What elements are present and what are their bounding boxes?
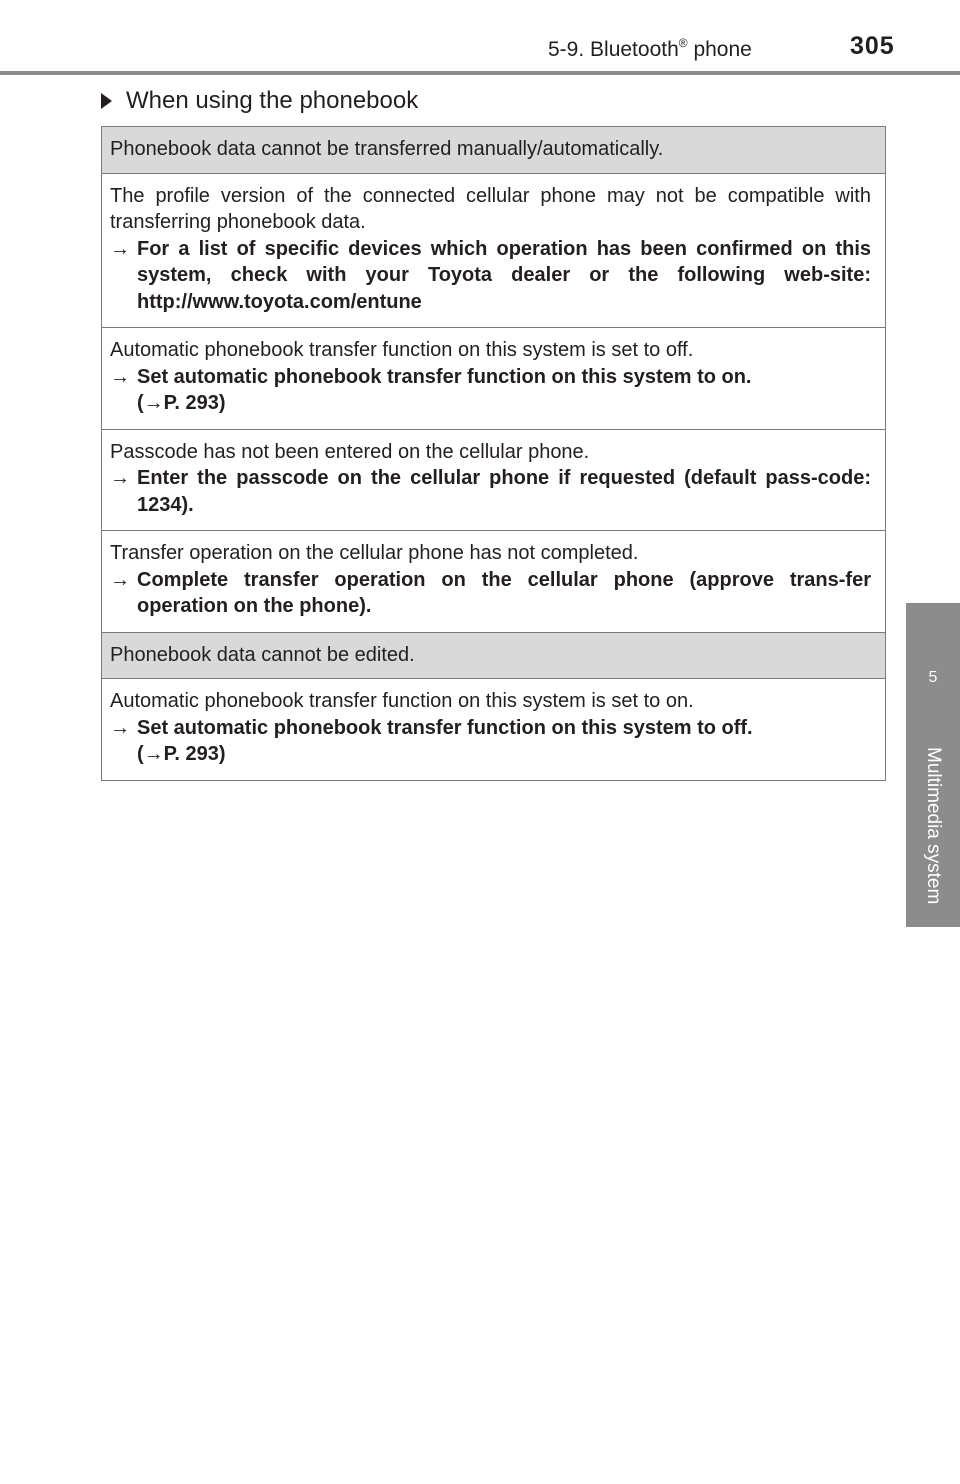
page-ref-paren: (: [137, 392, 144, 414]
arrow-icon: →: [110, 716, 130, 739]
chapter-label-tab: [906, 695, 960, 927]
page-number: 305: [850, 32, 895, 60]
header-divider: [0, 71, 960, 75]
section-title-text: 5-9. Bluetooth: [548, 38, 679, 61]
page-header: [0, 0, 960, 72]
cause-text: Automatic phonebook transfer function on this system is set to off.: [110, 339, 694, 361]
section-heading: [101, 86, 418, 116]
solution-cell: [102, 328, 886, 430]
page-ref-paren: (: [137, 743, 144, 765]
section-heading-text: When using the phonebook: [126, 87, 419, 114]
solution-cell: [102, 173, 886, 328]
page-reference: P. 293): [163, 392, 226, 414]
table-row: [102, 679, 886, 781]
section-title: [548, 38, 752, 62]
arrow-icon: →: [143, 392, 164, 414]
remedy-text-line: Set automatic phonebook transfer function on this system to off.: [137, 716, 753, 739]
cause-text: The profile version of the connected cellular phone may not be compatible with transferring phonebook data.: [110, 184, 871, 233]
remedy-text: [137, 715, 871, 768]
triangle-bullet-icon: [101, 93, 112, 109]
cause-text: Passcode has not been entered on the cellular phone.: [110, 440, 590, 463]
arrow-icon: →: [143, 743, 164, 765]
remedy: [110, 236, 871, 316]
arrow-icon: →: [110, 467, 130, 489]
registered-mark: ®: [678, 36, 688, 50]
arrow-icon: →: [110, 365, 130, 388]
remedy-text: [137, 364, 871, 417]
solution-cell: [102, 429, 886, 531]
remedy: [110, 715, 871, 768]
page-reference: P. 293): [163, 743, 226, 765]
cause-text: Automatic phonebook transfer function on this system is set to on.: [110, 690, 694, 712]
chapter-tab: [906, 603, 960, 695]
chapter-number: 5: [928, 669, 938, 686]
remedy-text-line: Set automatic phonebook transfer function on this system to on.: [137, 365, 752, 388]
remedy: [110, 465, 871, 518]
remedy: [110, 567, 871, 620]
remedy: [110, 364, 871, 417]
symptom-cell: Phonebook data cannot be transferred manually/automatically.: [102, 127, 886, 174]
table-row: [102, 429, 886, 531]
remedy-text: For a list of specific devices which operation has been confirmed on this system, check with your Toyota dealer or the following web-site: http://www.toyota.com/entune: [137, 237, 871, 313]
table-row: [102, 173, 886, 328]
solution-cell: [102, 679, 886, 781]
symptom-row: [102, 127, 886, 174]
symptom-cell: Phonebook data cannot be edited.: [102, 632, 886, 679]
symptom-row: [102, 632, 886, 679]
cause-text: Transfer operation on the cellular phone has not completed.: [110, 542, 639, 564]
remedy-text: Complete transfer operation on the cellular phone (approve trans-fer operation on the phone).: [137, 568, 871, 617]
chapter-title: Multimedia system: [923, 747, 944, 905]
arrow-icon: →: [110, 568, 130, 591]
remedy-text: Enter the passcode on the cellular phone if requested (default pass-code: 1234).: [137, 467, 871, 516]
table-row: [102, 531, 886, 633]
table-row: [102, 328, 886, 430]
arrow-icon: →: [110, 237, 130, 260]
section-title-suffix: phone: [687, 38, 752, 61]
solution-cell: [102, 531, 886, 633]
troubleshooting-table: [101, 126, 886, 781]
